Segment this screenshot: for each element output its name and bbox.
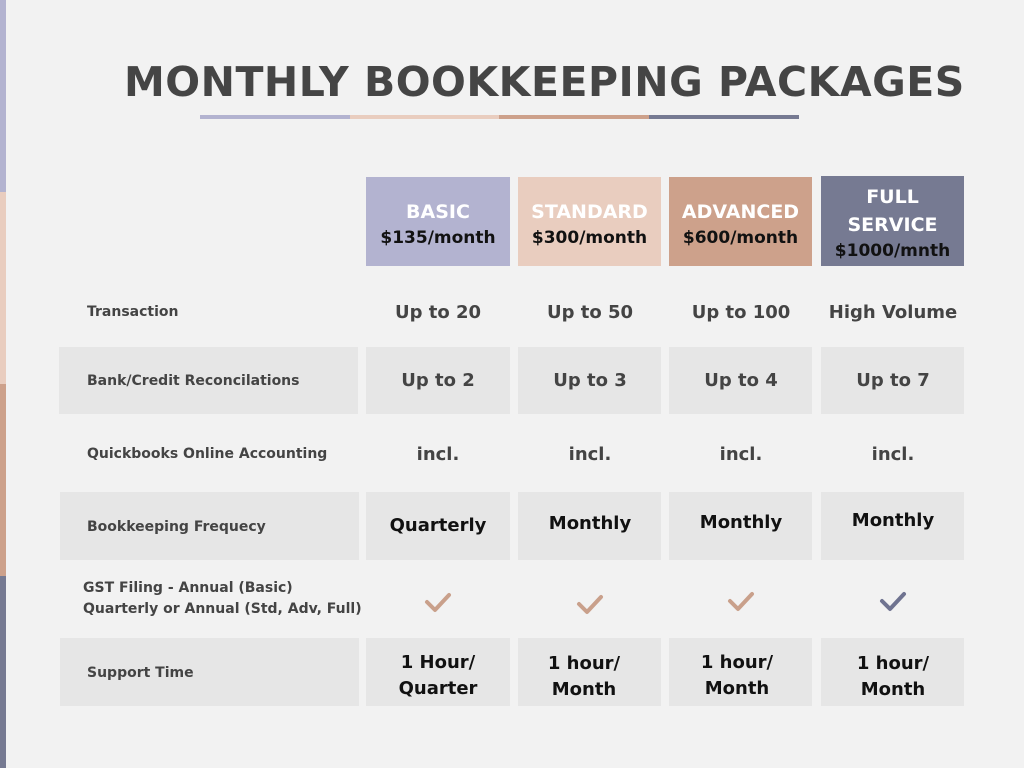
row-label-frequency: Bookkeeping Frequecy [87,519,266,535]
table-cell: Up to 7 [856,370,930,391]
package-price: $1000/mnth [834,241,951,261]
support-line: 1 hour/ [547,653,621,674]
table-cell [366,650,510,702]
package-name: BASIC [406,200,470,223]
row-label-support-time: Support Time [87,665,194,681]
title-underline-segment [499,115,649,119]
title-underline-segment [200,115,350,119]
package-price: $300/month [531,227,648,248]
table-cell: Up to 4 [704,370,778,391]
row-label-gst-line1: GST Filing - Annual (Basic) [83,580,293,596]
table-cell: Monthly [548,513,632,534]
table-cell [665,650,809,702]
check-icon [669,590,813,612]
check-icon [366,591,510,613]
title-underline-segment [350,115,500,119]
support-line: Month [551,679,617,700]
left-accent-stripe [0,576,6,768]
support-line: 1 Hour/ [400,652,476,673]
package-name: STANDARD [531,200,648,223]
package-header-advanced [669,177,812,266]
support-line: 1 hour/ [856,653,930,674]
support-line: Quarter [398,678,478,699]
table-cell: incl. [568,444,612,465]
table-cell: Monthly [699,512,783,533]
title-underline-segment [649,115,799,119]
support-line: 1 hour/ [700,652,774,673]
support-line: Month [860,679,926,700]
package-header-standard [518,177,661,266]
check-icon [518,593,662,615]
package-name: ADVANCED [681,200,800,223]
table-cell: Up to 2 [401,370,475,391]
left-accent-stripe [0,0,6,192]
table-cell: incl. [416,444,460,465]
table-cell: incl. [871,444,915,465]
package-price: $135/month [380,227,496,248]
package-header-basic [366,177,510,266]
table-cell: Quarterly [389,515,487,536]
package-header-full-service [821,176,964,266]
row-label-gst-line2: Quarterly or Annual (Std, Adv, Full) [83,601,362,617]
table-cell [821,651,965,703]
table-cell: Up to 20 [394,302,482,323]
table-cell: Up to 100 [691,302,791,323]
row-label-transaction: Transaction [87,304,179,320]
row-label-reconciliations: Bank/Credit Reconcilations [87,373,300,389]
support-line: Month [704,678,770,699]
table-cell: Up to 3 [553,370,627,391]
left-accent-stripe [0,384,6,576]
package-name: FULL SERVICE [847,186,938,236]
page-title: MONTHLY BOOKKEEPING PACKAGES [124,58,965,106]
table-cell [512,651,656,703]
left-accent-stripe [0,192,6,384]
package-price: $600/month [682,227,799,248]
check-icon [821,590,965,612]
row-label-quickbooks: Quickbooks Online Accounting [87,446,328,462]
table-cell: incl. [719,444,763,465]
table-cell: Monthly [851,510,935,531]
table-cell: Up to 50 [546,302,634,323]
table-cell: High Volume [828,302,958,323]
